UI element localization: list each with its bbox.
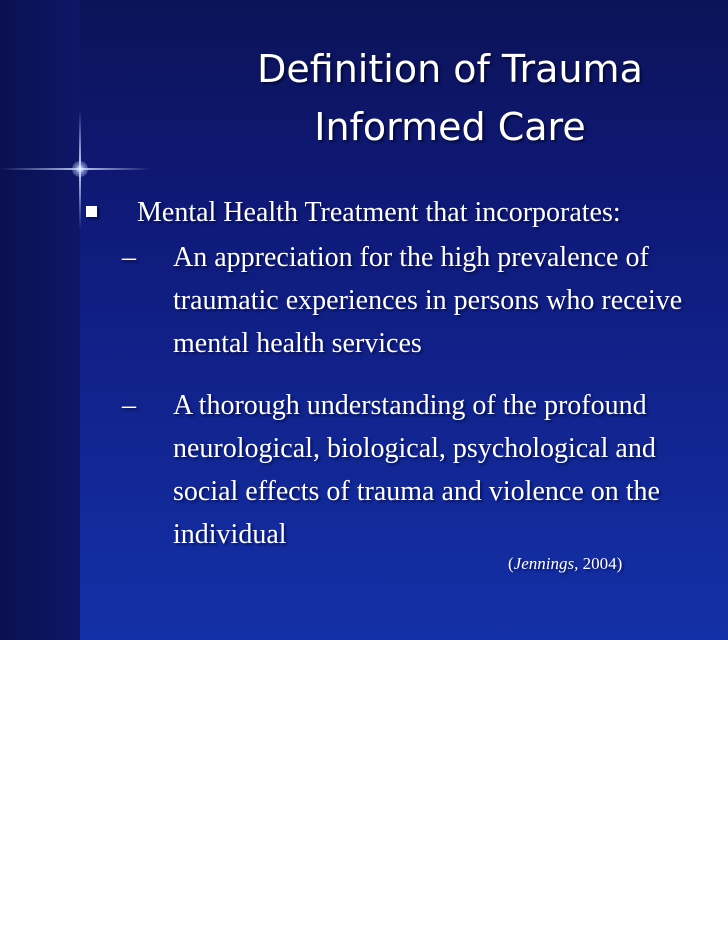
sub-bullet-item bbox=[173, 236, 682, 365]
sub-bullet-item bbox=[173, 384, 660, 556]
sub-bullet-line: mental health services bbox=[173, 328, 422, 359]
square-bullet-icon bbox=[86, 206, 97, 217]
left-band-decoration bbox=[0, 0, 80, 640]
citation bbox=[508, 553, 622, 575]
sub-bullet-dash: – bbox=[122, 242, 136, 273]
citation-author: Jennings, bbox=[513, 554, 579, 573]
main-bullet-text: Mental Health Treatment that incorporates: bbox=[137, 197, 621, 228]
sub-bullet-line: traumatic experiences in persons who receive bbox=[173, 285, 683, 316]
sub-bullet-line: A thorough understanding of the profound bbox=[173, 390, 647, 421]
light-flare-center bbox=[72, 161, 88, 177]
sub-bullet-line: social effects of trauma and violence on the bbox=[173, 476, 660, 507]
citation-open-paren: ( bbox=[508, 554, 514, 573]
slide-title-line-2: Informed Care bbox=[314, 105, 586, 149]
slide-title-line-1: Definition of Trauma bbox=[257, 47, 643, 91]
sub-bullet-line: An appreciation for the high prevalence of bbox=[173, 242, 649, 273]
citation-year: 2004) bbox=[578, 554, 623, 573]
sub-bullet-line: individual bbox=[173, 519, 287, 550]
slide-title bbox=[190, 40, 710, 156]
sub-bullet-line: neurological, biological, psychological and bbox=[173, 433, 656, 464]
sub-bullet-dash: – bbox=[122, 390, 136, 421]
